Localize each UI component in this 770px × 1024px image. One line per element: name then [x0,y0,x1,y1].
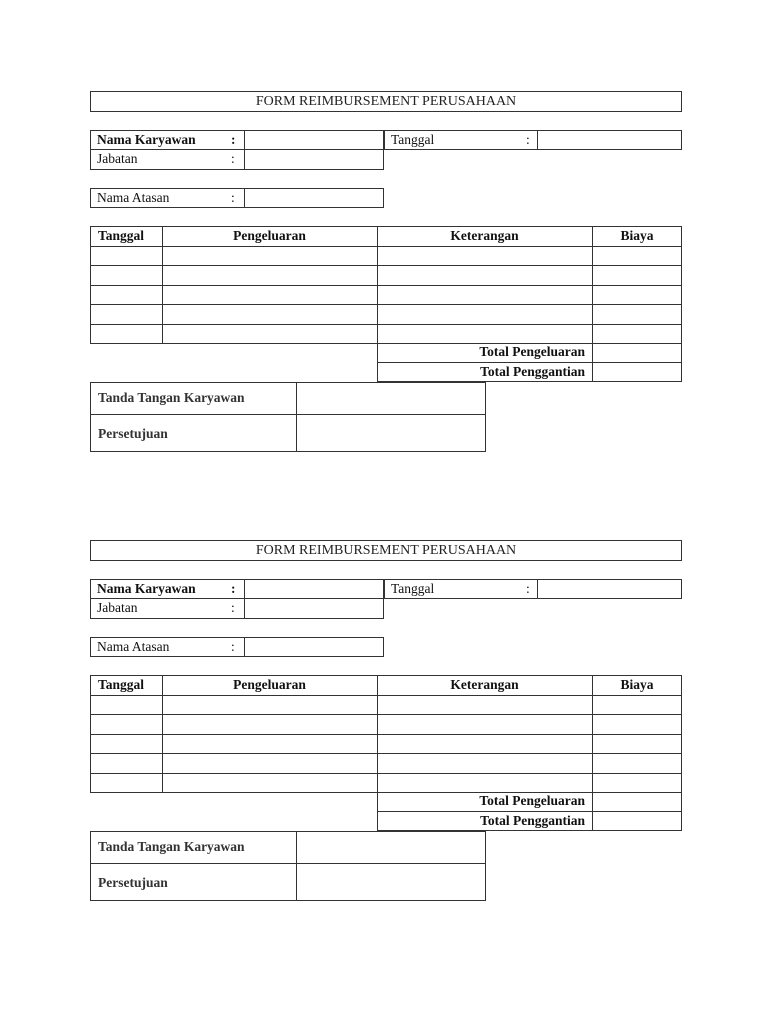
total-pengeluaran-value[interactable] [594,793,681,810]
colon: : [526,581,530,596]
total-pengeluaran-value[interactable] [594,344,681,361]
column-header-keterangan: Keterangan [450,677,519,692]
form-title: FORM REIMBURSEMENT PERUSAHAAN [90,540,682,561]
signature-field[interactable] [298,383,485,413]
column-header-pengeluaran: Pengeluaran [233,677,306,692]
tanda-tangan-label: Tanda Tangan Karyawan [98,839,245,854]
persetujuan-label: Persetujuan [98,875,168,890]
column-header-biaya: Biaya [620,677,654,692]
nama-karyawan-label: Nama Karyawan [97,132,196,147]
nama-karyawan-input[interactable] [246,580,383,598]
jabatan-label: Jabatan [97,600,138,615]
colon: : [526,132,530,147]
colon: : [231,151,235,166]
jabatan-input[interactable] [246,600,383,618]
nama-karyawan-input[interactable] [246,131,383,149]
total-pengeluaran-label: Total Pengeluaran [479,793,585,808]
jabatan-label: Jabatan [97,151,138,166]
nama-atasan-input[interactable] [246,189,383,207]
jabatan-input[interactable] [246,151,383,169]
approval-field[interactable] [298,416,485,451]
tanggal-label: Tanggal [391,581,435,596]
total-penggantian-value[interactable] [594,813,681,830]
total-penggantian-label: Total Penggantian [480,364,585,379]
colon: : [231,190,235,205]
tanggal-input[interactable] [539,580,681,598]
nama-atasan-label: Nama Atasan [97,190,170,205]
expense-table [90,226,682,344]
signature-table [90,831,486,901]
column-header-biaya: Biaya [620,228,654,243]
persetujuan-label: Persetujuan [98,426,168,441]
signature-field[interactable] [298,832,485,862]
total-pengeluaran-label: Total Pengeluaran [479,344,585,359]
signature-table [90,382,486,452]
column-header-tanggal: Tanggal [98,677,145,692]
column-header-keterangan: Keterangan [450,228,519,243]
reimbursement-form-2 [90,540,682,900]
reimbursement-form-1 [90,91,682,451]
nama-atasan-input[interactable] [246,638,383,656]
colon: : [231,600,235,615]
totals-table [377,343,682,382]
column-header-tanggal: Tanggal [98,228,145,243]
nama-karyawan-label: Nama Karyawan [97,581,196,596]
colon: : [231,132,236,147]
total-penggantian-label: Total Penggantian [480,813,585,828]
colon: : [231,581,236,596]
total-penggantian-value[interactable] [594,364,681,381]
colon: : [231,639,235,654]
nama-atasan-label: Nama Atasan [97,639,170,654]
form-title: FORM REIMBURSEMENT PERUSAHAAN [90,91,682,112]
expense-table [90,675,682,793]
approval-field[interactable] [298,865,485,900]
totals-table [377,792,682,831]
tanda-tangan-label: Tanda Tangan Karyawan [98,390,245,405]
column-header-pengeluaran: Pengeluaran [233,228,306,243]
tanggal-input[interactable] [539,131,681,149]
tanggal-label: Tanggal [391,132,435,147]
